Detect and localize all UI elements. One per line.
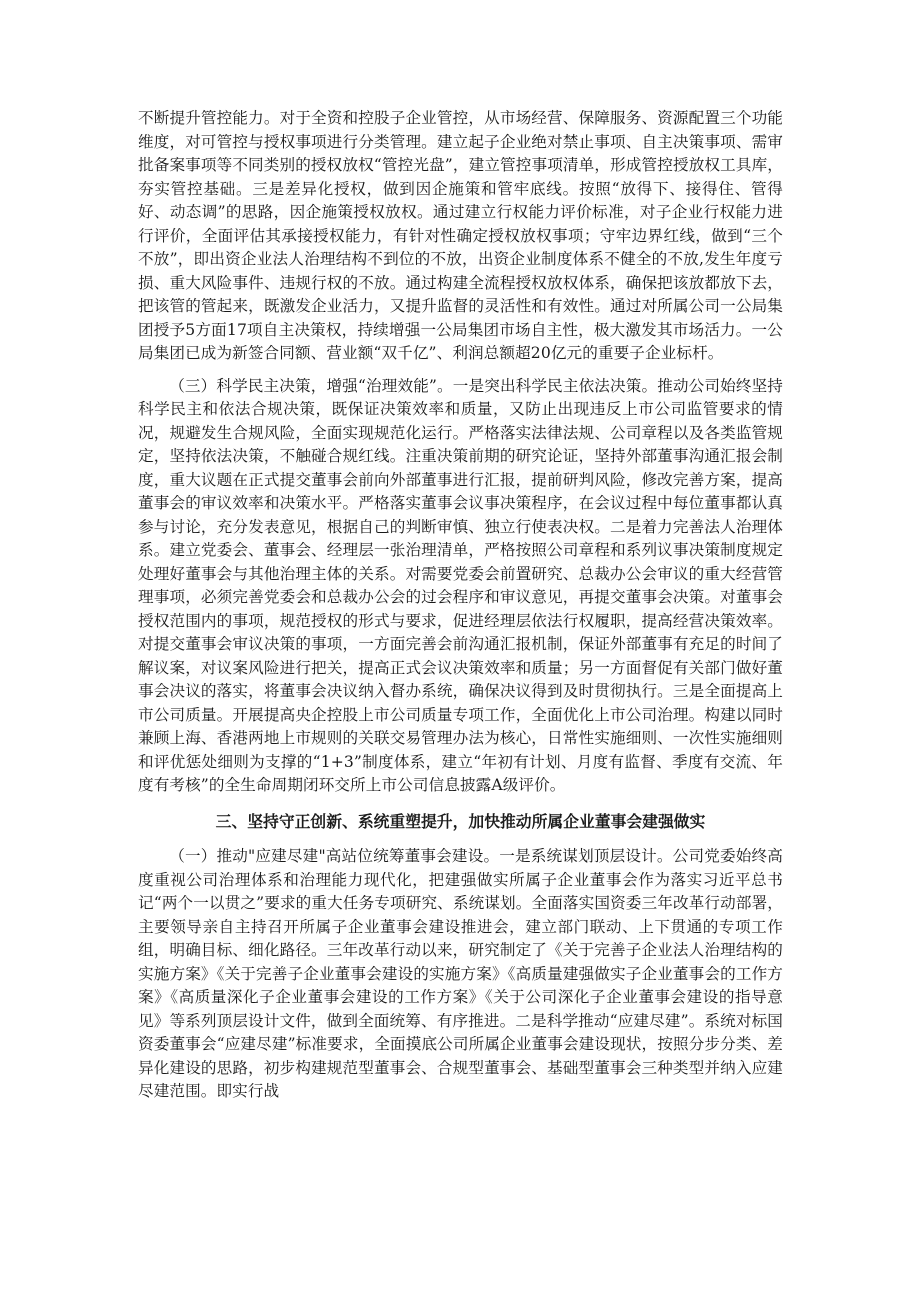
body-paragraph-3: （一）推动"应建尽建"高站位统筹董事会建设。一是系统谋划顶层设计。公司党委始终高度重视公司治理体系和治理能力现代化，把建强做实所属子企业董事会作为落实习近平总书记“两个一以贯之”要求的重大任务专项研究、系统谋划。全面落实国资委三年改革行动部署，主要领导亲自主持召开所属子企业董事会建设推进会，建立部门联动、上下贯通的专项工作组，明确目标、细化路径。三年改革行动以来，研究制定了《关于完善子企业法人治理结构的实施方案》《关于完善子企业董事会建设的实施方案》《高质量建强做实子企业董事会的工作方案》《高质量深化子企业董事会建设的工作方案》《关于公司深化子企业董事会建设的指导意见》等系列顶层设计文件，做到全面统筹、有序推进。二是科学推动“应建尽建”。系统对标国资委董事会“应建尽建”标准要求，全面摸底公司所属企业董事会建设现状，按照分步分类、差异化建设的思路，初步构建规范型董事会、合规型董事会、基础型董事会三种类型并纳入应建尽建范围。即实行战	[138, 847, 783, 1100]
body-paragraph-2: （三）科学民主决策，增强“治理效能”。一是突出科学民主依法决策。推动公司始终坚持科学民主和依法合规决策，既保证决策效率和质量，又防止出现违反上市公司监管要求的情况，规避发生合规风险，全面实现规范化运行。严格落实法律法规、公司章程以及各类监管规定，坚持依法决策，不触碰合规红线。注重决策前期的研究论证，坚持外部董事沟通汇报会制度，重大议题在正式提交董事会前向外部董事进行汇报，提前研判风险，修改完善方案，提高董事会的审议效率和决策水平。严格落实董事会议事决策程序，在会议过程中每位董事都认真参与讨论，充分发表意见，根据自己的判断审慎、独立行使表决权。二是着力完善法人治理体系。建立党委会、董事会、经理层一张治理清单，严格按照公司章程和系列议事决策制度规定处理好董事会与其他治理主体的关系。对需要党委会前置研究、总裁办公会审议的重大经营管理事项，必须完善党委会和总裁办公会的过会程序和审议意见，再提交董事会决策。对董事会授权范围内的事项，规范授权的形式与要求，促进经理层依法行权履职，提高经营决策效率。对提交董事会审议决策的事项，一方面完善会前沟通汇报机制，保证外部董事有充足的时间了解议案，对议案风险进行把关，提高正式会议决策效率和质量；另一方面督促有关部门做好董事会决议的落实，将董事会决议纳入督办系统，确保决议得到及时贯彻执行。三是全面提高上市公司质量。开展提高央企控股上市公司质量专项工作，全面优化上市公司治理。构建以同时兼顾上海、香港两地上市规则的关联交易管理办法为核心，日常性实施细则、一次性实施细则和评优惩处细则为支撑的“1+3”制度体系，建立“年初有计划、月度有监督、季度有交流、年度有考核”的全生命周期闭环交所上市公司信息披露A级评价。	[138, 376, 783, 794]
document-page	[138, 107, 783, 1104]
body-paragraph-1: 不断提升管控能力。对于全资和控股子企业管控，从市场经营、保障服务、资源配置三个功能维度，对可管控与授权事项进行分类管理。建立起子企业绝对禁止事项、自主决策事项、需审批备案事项等不同类别的授权放权“管控光盘”，建立管控事项清单，形成管控授放权工具库，夯实管控基础。三是差异化授权，做到因企施策和管牢底线。按照“放得下、接得住、管得好、动态调”的思路，因企施策授权放权。通过建立行权能力评价标准，对子企业行权能力进行评价，全面评估其承接授权能力，有针对性确定授权放权事项；守牢边界红线，做到“三个不放”，即出资企业法人治理结构不到位的不放，出资企业制度体系不健全的不放,发生年度亏损、重大风险事件、违规行权的不放。通过构建全流程授权放权体系，确保把该放都放下去，把该管的管起来，既激发企业活力，又提升监督的灵活性和有效性。通过对所属公司一公局集团授予5方面17项自主决策权，持续增强一公局集团市场自主性，极大激发其市场活力。一公局集团已成为新签合同额、营业额“双千亿”、利润总额超20亿元的重要子企业标杆。	[138, 109, 783, 362]
section-heading: 三、坚持守正创新、系统重塑提升，加快推动所属企业董事会建强做实	[215, 811, 706, 831]
